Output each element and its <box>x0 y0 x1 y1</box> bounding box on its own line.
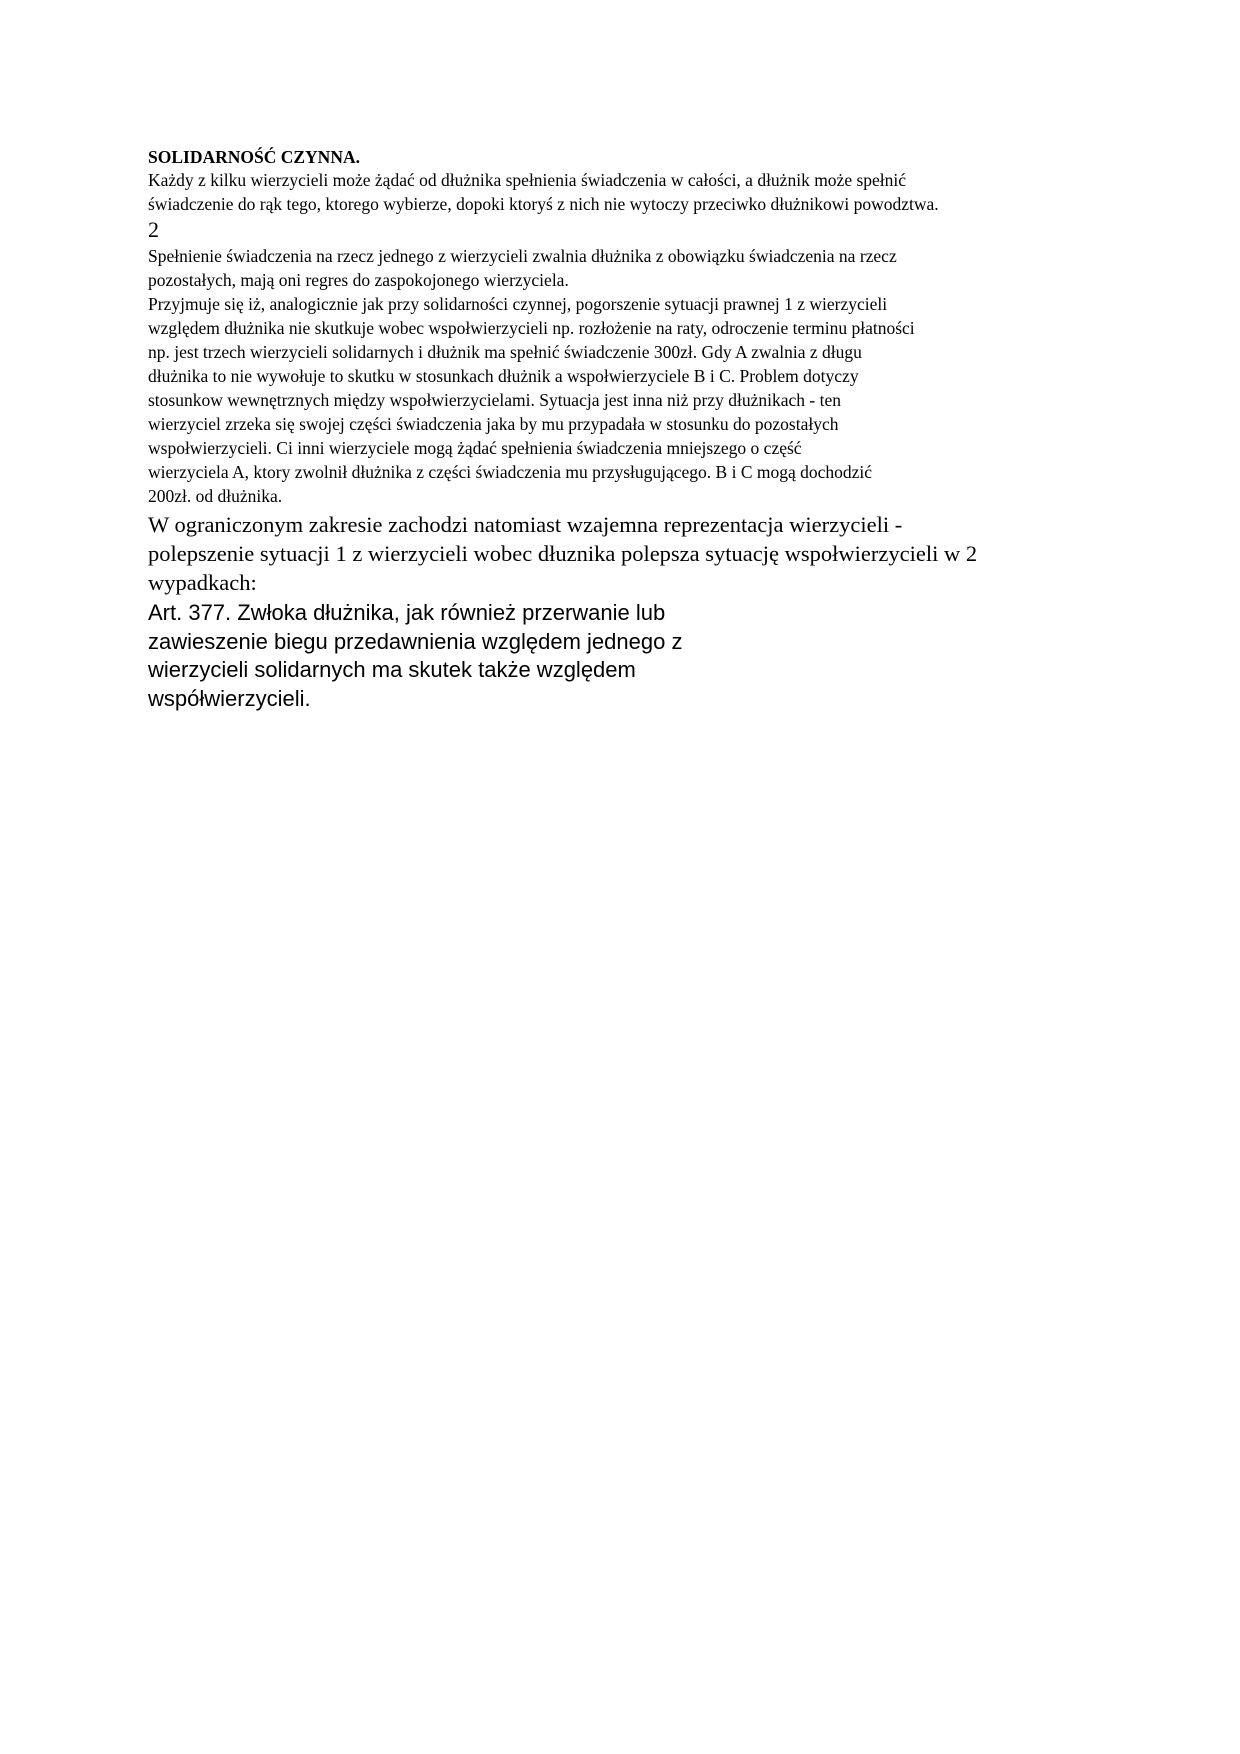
text-line: pozostałych, mają oni regres do zaspokojonego wierzyciela. <box>148 270 569 290</box>
text-line: wierzycieli solidarnych ma skutek także względem <box>148 657 636 682</box>
text-line: W ograniczonym zakresie zachodzi natomiast wzajemna reprezentacja wierzycieli - <box>148 512 903 537</box>
text-line: wspołwierzycieli. Ci inni wierzyciele mogą żądać spełnienia świadczenia mniejszego o część <box>148 438 802 458</box>
page-number-marker: 2 <box>148 217 159 242</box>
text-line: np. jest trzech wierzycieli solidarnych i dłużnik ma spełnić świadczenie 300zł. Gdy A zwalnia z długu <box>148 342 862 362</box>
text-line: Art. 377. Zwłoka dłużnika, jak również przerwanie lub <box>148 600 666 625</box>
text-line: polepszenie sytuacji 1 z wierzycieli wobec dłuznika polepsza sytuację wspołwierzycieli w 2 <box>148 541 978 566</box>
article-377-quote <box>148 599 1088 713</box>
text-line: 200zł. od dłużnika. <box>148 486 283 506</box>
text-line: Przyjmuje się iż, analogicznie jak przy solidarności czynnej, pogorszenie sytuacji prawnej 1 z wierzycieli <box>148 294 888 314</box>
text-line: świadczenie do rąk tego, ktorego wybierze, dopoki ktoryś z nich nie wytoczy przeciwko dłużnikowi powodztwa. <box>148 194 939 214</box>
text-line: dłużnika to nie wywołuje to skutku w stosunkach dłużnik a wspołwierzyciele B i C. Problem dotyczy <box>148 366 859 386</box>
text-line: wierzyciela A, ktory zwolnił dłużnika z części świadczenia mu przysługującego. B i C mogą dochodzić <box>148 462 873 482</box>
text-line: Każdy z kilku wierzycieli może żądać od dłużnika spełnienia świadczenia w całości, a dłużnik może spełnić <box>148 170 907 190</box>
paragraph-representation <box>148 510 1088 597</box>
text-line: wierzyciel zrzeka się swojej części świadczenia jaka by mu przypadała w stosunku do pozostałych <box>148 414 839 434</box>
text-line: Spełnienie świadczenia na rzecz jednego z wierzycieli zwalnia dłużnika z obowiązku świadczenia na rzecz <box>148 246 897 266</box>
document-content <box>148 146 1088 713</box>
text-line: współwierzycieli. <box>148 685 311 711</box>
section-heading: SOLIDARNOŚĆ CZYNNA. <box>148 147 360 167</box>
text-line: zawieszenie biegu przedawnienia względem jednego z <box>148 628 683 654</box>
paragraph-active-solidarity <box>148 168 1088 216</box>
text-line: względem dłużnika nie skutkuje wobec wspołwierzycieli np. rozłożenie na raty, odroczenie terminu płatności <box>148 318 915 338</box>
text-line: wypadkach: <box>148 570 257 595</box>
paragraph-performance <box>148 244 1088 508</box>
text-line: stosunkow wewnętrznych między wspołwierzycielami. Sytuacja jest inna niż przy dłużnikach - ten <box>148 390 841 410</box>
